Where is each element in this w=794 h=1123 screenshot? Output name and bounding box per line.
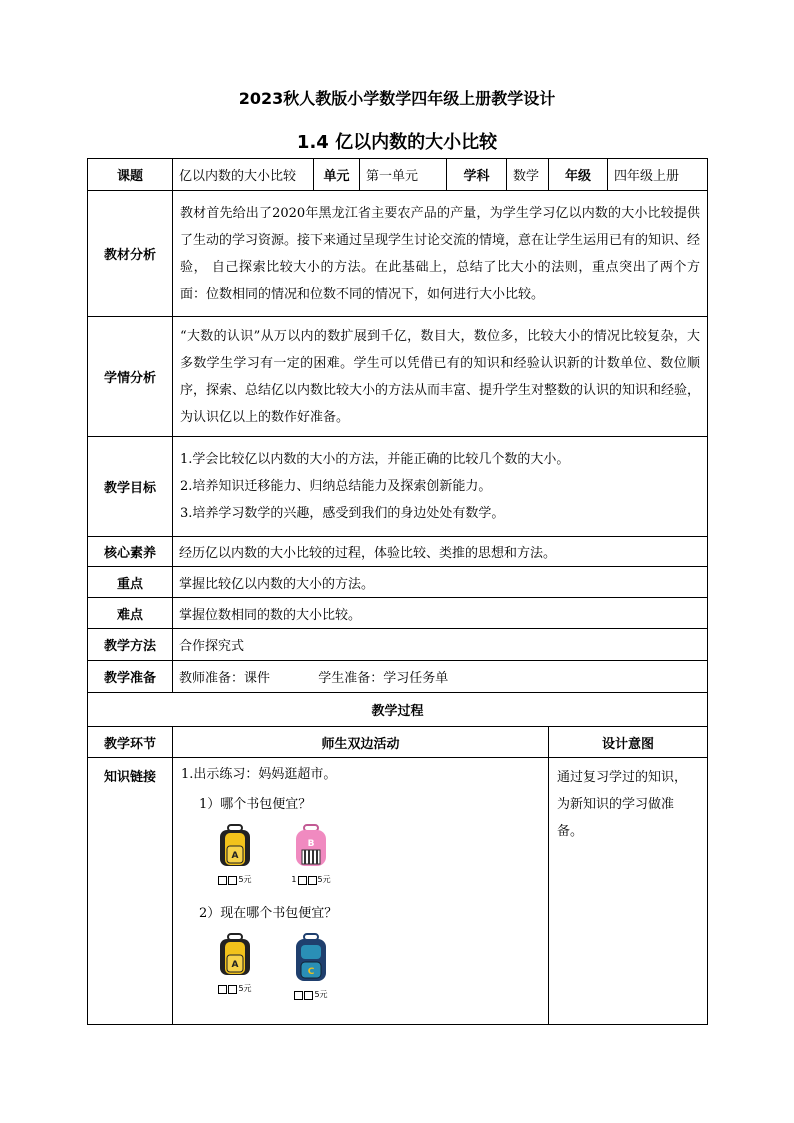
backpack-yellow-icon xyxy=(217,824,253,868)
prep-student: 学生准备：学习任务单 xyxy=(318,671,449,686)
topic-value: 亿以内数的大小比较 xyxy=(173,159,314,191)
prep-teacher: 教师准备：课件 xyxy=(179,671,271,686)
subject-value: 数学 xyxy=(507,159,549,191)
core-row xyxy=(88,537,708,567)
key-row xyxy=(88,567,708,598)
price-a: 5元 xyxy=(209,869,261,891)
backpack-pink-icon xyxy=(293,824,329,868)
backpack-a-item xyxy=(209,824,261,891)
method-row xyxy=(88,629,708,661)
backpack-b-item xyxy=(285,824,337,891)
goals-row xyxy=(88,437,708,537)
stage-label: 知识链接 xyxy=(88,758,173,1025)
grade-label: 年级 xyxy=(549,159,608,191)
unit-value: 第一单元 xyxy=(360,159,447,191)
question-2: 2）现在哪个书包便宜？ xyxy=(199,906,338,921)
question-1: 1）哪个书包便宜？ xyxy=(199,797,312,812)
core-text: 经历亿以内数的大小比较的过程，体验比较、类推的思想和方法。 xyxy=(173,537,708,567)
grade-value: 四年级上册 xyxy=(608,159,708,191)
core-label: 核心素养 xyxy=(88,537,173,567)
prep-text xyxy=(173,661,708,693)
subject-label: 学科 xyxy=(447,159,507,191)
material-text: 教材首先给出了2020年黑龙江省主要农产品的产量，为学生学习亿以内数的大小比较提供了生动的学习资源。接下来通过呈现学生讨论交流的情境，意在让学生运用已有的知识、经验， 自己探索比较大小的方法。在此基础上，总结了比大小的法则，重点突出了两个方面：位数相同的情况和位数不同的情况下，如何进行大小比较。 xyxy=(173,191,708,317)
price-c: 5元 xyxy=(285,984,337,1006)
process-row xyxy=(88,758,708,1025)
prep-label: 教学准备 xyxy=(88,661,173,693)
topic-label: 课题 xyxy=(88,159,173,191)
col-activity-header: 师生双边活动 xyxy=(173,727,549,758)
activity-cell xyxy=(173,758,549,1025)
goal-item: 2.培养知识迁移能力、归纳总结能力及探索创新能力。 xyxy=(180,479,492,494)
material-label: 教材分析 xyxy=(88,191,173,317)
bag-a-letter: A xyxy=(231,960,239,970)
unit-label: 单元 xyxy=(314,159,360,191)
goal-item: 3.培养学习数学的兴趣，感受到我们的身边处处有数学。 xyxy=(180,506,505,521)
document-title: 2023秋人教版小学数学四年级上册教学设计 xyxy=(238,89,556,108)
price-a2: 5元 xyxy=(209,978,261,1000)
key-label: 重点 xyxy=(88,567,173,598)
difficult-row xyxy=(88,598,708,629)
exercise-intro: 1.出示练习：妈妈逛超市。 xyxy=(181,767,337,782)
col-intent-header: 设计意图 xyxy=(549,727,708,758)
goals-label: 教学目标 xyxy=(88,437,173,537)
col-stage-header: 教学环节 xyxy=(88,727,173,758)
backpack-c-item xyxy=(285,933,337,1006)
lesson-plan-table xyxy=(87,158,708,1025)
key-text: 掌握比较亿以内数的大小的方法。 xyxy=(173,567,708,598)
bag-group-1 xyxy=(181,824,540,891)
bag-b-letter: B xyxy=(307,839,315,849)
method-text: 合作探究式 xyxy=(173,629,708,661)
info-row xyxy=(88,159,708,191)
student-label: 学情分析 xyxy=(88,317,173,437)
goal-item: 1.学会比较亿以内数的大小的方法，并能正确的比较几个数的大小。 xyxy=(180,452,570,467)
process-heading: 教学过程 xyxy=(88,693,708,727)
student-row xyxy=(88,317,708,437)
backpack-yellow-icon xyxy=(217,933,253,977)
price-b: 1 5元 xyxy=(291,875,331,884)
bag-c-letter: C xyxy=(307,967,315,977)
bag-a-letter: A xyxy=(231,851,239,861)
process-header-row xyxy=(88,727,708,758)
lesson-title: 1.4 亿以内数的大小比较 xyxy=(296,132,498,153)
process-heading-row xyxy=(88,693,708,727)
backpack-a-item xyxy=(209,933,261,1006)
method-label: 教学方法 xyxy=(88,629,173,661)
intent-text: 通过复习学过的知识，为新知识的学习做准备。 xyxy=(549,758,708,1025)
backpack-navy-icon xyxy=(293,933,329,983)
difficult-text: 掌握位数相同的数的大小比较。 xyxy=(173,598,708,629)
prep-row xyxy=(88,661,708,693)
goals-list xyxy=(173,437,708,537)
difficult-label: 难点 xyxy=(88,598,173,629)
material-row xyxy=(88,191,708,317)
bag-group-2 xyxy=(181,933,540,1006)
student-text: “大数的认识”从万以内的数扩展到千亿，数目大，数位多，比较大小的情况比较复杂，大多数学生学习有一定的困难。学生可以凭借已有的知识和经验认识新的计数单位、数位顺序，探索、总结亿以内数比较大小的方法从而丰富、提升学生对整数的认识的知识和经验，为认识亿以上的数作好准备。 xyxy=(173,317,708,437)
